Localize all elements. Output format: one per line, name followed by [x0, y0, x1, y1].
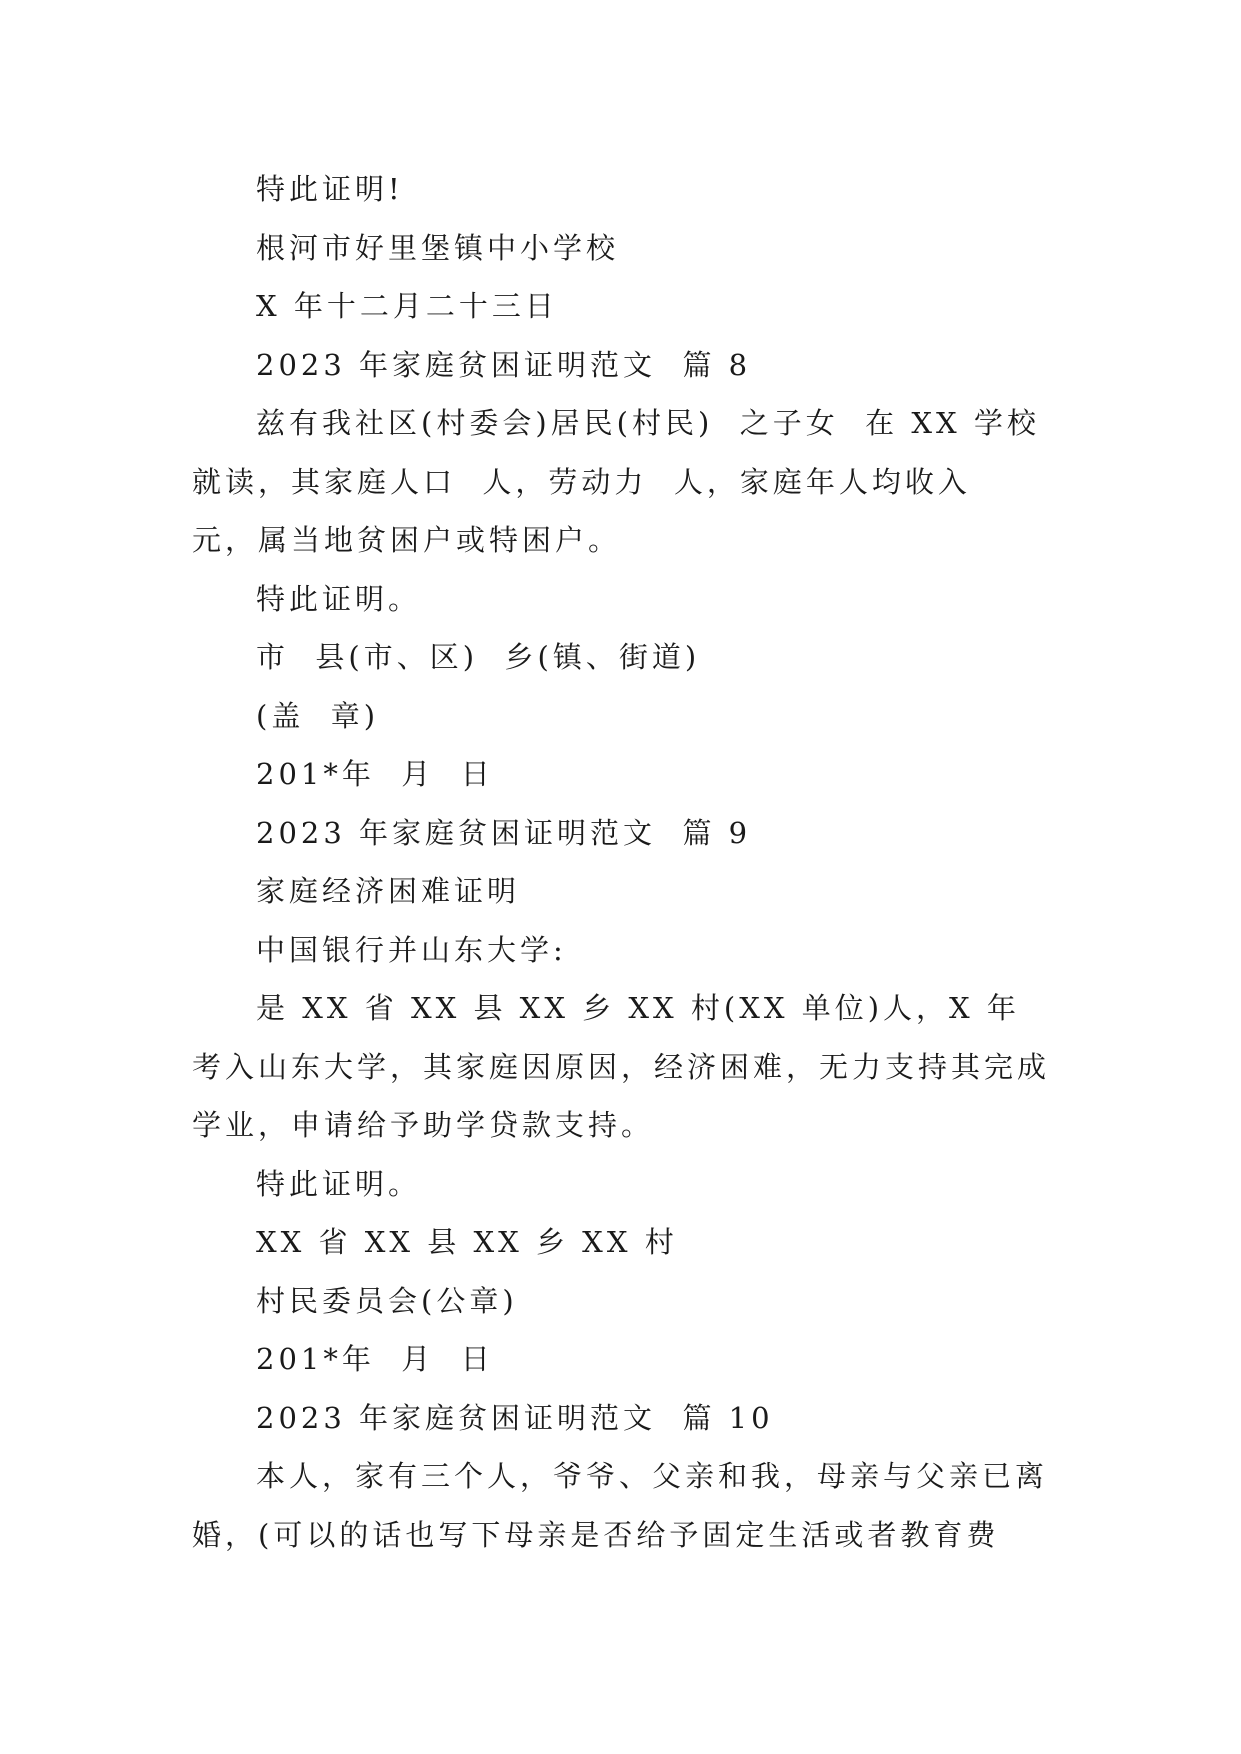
paragraph-location-fields: 市 县(市、区) 乡(镇、街道): [256, 640, 701, 674]
paragraph-body-10: 本人，家有三个人，爷爷、父亲和我，母亲与父亲已离婚，(可以的话也写下母亲是否给予固定生活或者教育费: [192, 1459, 1049, 1552]
paragraph-date-3: 201*年 月 日: [256, 1342, 494, 1376]
paragraph-heading-9: 2023 年家庭贫困证明范文 篇 9: [256, 815, 752, 850]
document-body: [192, 160, 1050, 1564]
paragraph-address: XX 省 XX 县 XX 乡 XX 村: [256, 1225, 678, 1259]
paragraph-certify-1: 特此证明!: [256, 172, 404, 206]
paragraph-certify-2: 特此证明。: [256, 581, 422, 616]
paragraph-school-name: 根河市好里堡镇中小学校: [256, 230, 620, 265]
paragraph-heading-10: 2023 年家庭贫困证明范文 篇 10: [256, 1400, 774, 1435]
paragraph-body-8: 兹有我社区(村委会)居民(村民) 之子女 在 XX 学校就读，其家庭人口 人，劳动力 人，家庭年人均收入 元，属当地贫困户或特困户。: [192, 406, 1040, 557]
paragraph-title-9: 家庭经济困难证明: [256, 874, 521, 908]
paragraph-certify-3: 特此证明。: [256, 1166, 422, 1201]
paragraph-addressee: 中国银行并山东大学:: [256, 932, 567, 967]
paragraph-heading-8: 2023 年家庭贫困证明范文 篇 8: [256, 347, 752, 382]
paragraph-body-9: 是 XX 省 XX 县 XX 乡 XX 村(XX 单位)人，X 年考入山东大学，其家庭因原因，经济困难，无力支持其完成学业，申请给予助学贷款支持。: [192, 991, 1051, 1142]
paragraph-date-1: X 年十二月二十三日: [256, 289, 558, 323]
paragraph-committee-seal: 村民委员会(公章): [256, 1283, 518, 1318]
paragraph-seal: (盖 章): [256, 698, 380, 733]
paragraph-date-2: 201*年 月 日: [256, 757, 494, 791]
